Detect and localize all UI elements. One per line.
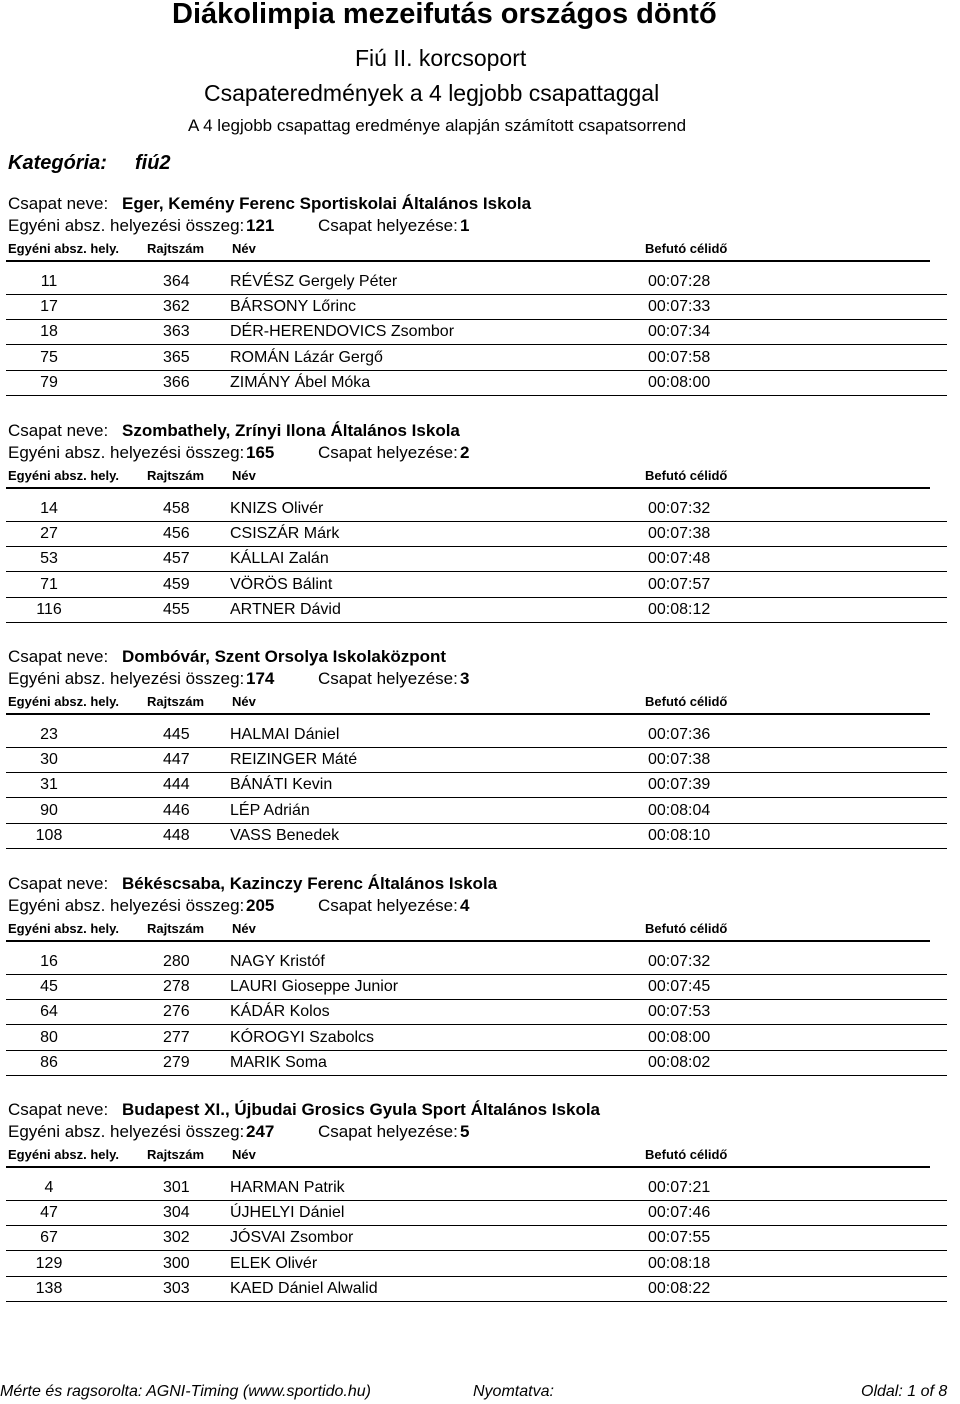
- name-cell: ROMÁN Lázár Gergő: [230, 348, 383, 366]
- position-cell: 30: [40, 751, 58, 769]
- table-row: [6, 824, 946, 849]
- place-value: 5: [460, 1122, 470, 1141]
- age-group-subtitle: Fiú II. korcsoport: [355, 45, 527, 71]
- col-header-position: Egyéni absz. hely.: [8, 921, 120, 936]
- team-block: [0, 421, 960, 647]
- position-cell: 45: [40, 978, 58, 996]
- col-header-bib: Rajtszám: [147, 1147, 205, 1162]
- bib-cell: 365: [163, 348, 190, 366]
- col-header-name: Név: [232, 694, 256, 709]
- position-cell: 71: [40, 575, 58, 593]
- category-value: fiú2: [135, 152, 171, 174]
- position-cell: 75: [40, 348, 58, 366]
- place-label: Csapat helyezése:: [318, 216, 458, 235]
- position-cell: 47: [40, 1204, 58, 1222]
- bib-cell: 279: [163, 1053, 190, 1071]
- col-header-position: Egyéni absz. hely.: [8, 1147, 120, 1162]
- time-cell: 00:07:48: [648, 550, 711, 568]
- table-row: [6, 598, 946, 623]
- time-cell: 00:08:00: [648, 373, 711, 391]
- time-cell: 00:08:04: [648, 801, 711, 819]
- time-cell: 00:07:38: [648, 751, 711, 769]
- name-cell: KÁLLAI Zalán: [230, 550, 329, 568]
- team-name: Szombathely, Zrínyi Ilona Általános Iskola: [122, 421, 460, 440]
- table-row: [6, 723, 946, 748]
- table-row: [6, 1252, 946, 1277]
- bib-cell: 455: [163, 600, 190, 618]
- bib-cell: 444: [163, 776, 190, 794]
- bib-cell: 445: [163, 726, 190, 743]
- table-row: [6, 799, 946, 824]
- time-cell: 00:07:33: [648, 298, 711, 316]
- col-header-name: Név: [232, 921, 256, 936]
- col-header-position: Egyéni absz. hely.: [8, 694, 120, 709]
- bib-cell: 304: [163, 1204, 190, 1222]
- team-name-row: [8, 194, 532, 214]
- col-header-time: Befutó célidő: [645, 1147, 728, 1162]
- position-cell: 64: [40, 1003, 58, 1021]
- table-row: [6, 371, 946, 396]
- team-block: [0, 874, 960, 1100]
- bib-cell: 456: [163, 525, 190, 543]
- name-cell: VASS Benedek: [230, 826, 340, 844]
- time-cell: 00:07:21: [648, 1179, 711, 1196]
- table-row: [6, 270, 946, 295]
- table-row: [6, 295, 946, 320]
- team-name: Eger, Kemény Ferenc Sportiskolai Általános Iskola: [122, 194, 532, 213]
- bib-cell: 300: [163, 1254, 190, 1272]
- position-cell: 67: [40, 1229, 58, 1247]
- name-cell: DÉR-HERENDOVICS Zsombor: [230, 323, 455, 341]
- time-cell: 00:07:28: [648, 273, 711, 290]
- header-divider: [6, 713, 930, 715]
- category-label: Kategória:: [8, 152, 107, 174]
- bib-cell: 448: [163, 826, 190, 844]
- name-cell: CSISZÁR Márk: [230, 525, 340, 543]
- col-header-time: Befutó célidő: [645, 921, 728, 936]
- time-cell: 00:07:53: [648, 1003, 711, 1021]
- place-label: Csapat helyezése:: [318, 443, 458, 462]
- table-row: [6, 1051, 946, 1076]
- header-divider: [6, 487, 930, 489]
- position-cell: 138: [35, 1279, 63, 1297]
- bib-cell: 364: [163, 273, 190, 290]
- sum-value: 205: [246, 896, 275, 915]
- place-label: Csapat helyezése:: [318, 1122, 458, 1141]
- position-cell: 14: [40, 500, 58, 517]
- position-cell: 31: [40, 776, 58, 794]
- team-name-label: Csapat neve:: [8, 421, 109, 440]
- header-divider: [6, 260, 930, 262]
- bib-cell: 458: [163, 500, 190, 517]
- name-cell: JÓSVAI Zsombor: [230, 1229, 354, 1247]
- col-header-bib: Rajtszám: [147, 241, 205, 256]
- position-cell: 11: [40, 273, 58, 290]
- bib-cell: 362: [163, 298, 190, 316]
- table-row: [6, 1201, 946, 1226]
- position-cell: 17: [40, 298, 58, 316]
- place-label: Csapat helyezése:: [318, 896, 458, 915]
- table-row: [6, 975, 946, 1000]
- position-cell: 79: [40, 373, 58, 391]
- sum-value: 247: [246, 1122, 275, 1141]
- time-cell: 00:07:46: [648, 1204, 711, 1222]
- row-divider: [6, 622, 947, 623]
- place-value: 4: [460, 896, 470, 915]
- name-cell: KAED Dániel Alwalid: [230, 1279, 378, 1297]
- position-cell: 4: [44, 1179, 54, 1196]
- team-name-label: Csapat neve:: [8, 1100, 109, 1119]
- position-cell: 129: [35, 1254, 63, 1272]
- time-cell: 00:07:58: [648, 348, 711, 366]
- team-name-row: [8, 647, 447, 667]
- row-divider: [6, 1075, 947, 1076]
- bib-cell: 363: [163, 323, 190, 341]
- bib-cell: 301: [163, 1179, 190, 1196]
- results-subtitle: Csapateredmények a 4 legjobb csapattaggal: [204, 80, 660, 106]
- bib-cell: 303: [163, 1279, 190, 1297]
- team-name: Békéscsaba, Kazinczy Ferenc Általános Iskola: [122, 874, 498, 893]
- position-cell: 23: [40, 726, 58, 743]
- col-header-time: Befutó célidő: [645, 241, 728, 256]
- footer-credit: Mérte és ragsorolta: AGNI-Timing (www.sportido.hu): [0, 1383, 371, 1400]
- footer-page: Oldal: 1 of 8: [861, 1383, 948, 1400]
- row-divider: [6, 848, 947, 849]
- footer-printed: Nyomtatva:: [473, 1383, 554, 1400]
- table-row: [6, 573, 946, 598]
- position-cell: 27: [40, 525, 58, 543]
- sum-value: 121: [246, 216, 275, 235]
- time-cell: 00:07:45: [648, 978, 711, 996]
- bib-cell: 459: [163, 575, 190, 593]
- time-cell: 00:07:36: [648, 726, 711, 743]
- name-cell: LAURI Gioseppe Junior: [230, 978, 399, 996]
- sum-label: Egyéni absz. helyezési összeg:: [8, 896, 245, 915]
- time-cell: 00:08:10: [648, 826, 711, 844]
- table-row: [6, 497, 946, 522]
- team-block: [0, 1100, 960, 1326]
- name-cell: BÁRSONY Lőrinc: [230, 298, 356, 316]
- place-value: 3: [460, 669, 470, 688]
- team-name: Dombóvár, Szent Orsolya Iskolaközpont: [122, 647, 447, 666]
- col-header-bib: Rajtszám: [147, 921, 205, 936]
- bib-cell: 276: [163, 1003, 190, 1021]
- table-row: [6, 1176, 946, 1201]
- sum-label: Egyéni absz. helyezési összeg:: [8, 1122, 245, 1141]
- sum-value: 165: [246, 443, 275, 462]
- position-cell: 86: [40, 1053, 58, 1071]
- name-cell: ÚJHELYI Dániel: [230, 1204, 345, 1222]
- time-cell: 00:07:32: [648, 500, 711, 517]
- ranking-note: A 4 legjobb csapattag eredménye alapján számított csapatsorrend: [188, 116, 687, 135]
- time-cell: 00:08:18: [648, 1254, 711, 1272]
- header-divider: [6, 1166, 930, 1168]
- position-cell: 16: [40, 953, 58, 970]
- sum-label: Egyéni absz. helyezési összeg:: [8, 443, 245, 462]
- col-header-position: Egyéni absz. hely.: [8, 468, 120, 483]
- page-title: Diákolimpia mezeifutás országos döntő: [172, 0, 717, 30]
- bib-cell: 447: [163, 751, 190, 769]
- table-row: [6, 748, 946, 773]
- time-cell: 00:07:34: [648, 323, 711, 341]
- name-cell: KÓROGYI Szabolcs: [230, 1028, 375, 1046]
- table-row: [6, 320, 946, 345]
- time-cell: 00:08:02: [648, 1053, 711, 1071]
- col-header-bib: Rajtszám: [147, 468, 205, 483]
- table-row: [6, 1026, 946, 1051]
- name-cell: LÉP Adrián: [230, 801, 310, 819]
- sum-label: Egyéni absz. helyezési összeg:: [8, 216, 245, 235]
- place-value: 1: [460, 216, 470, 235]
- sum-label: Egyéni absz. helyezési összeg:: [8, 669, 245, 688]
- bib-cell: 278: [163, 978, 190, 996]
- table-row: [6, 547, 946, 572]
- team-name: Budapest XI., Újbudai Grosics Gyula Sport Általános Iskola: [122, 1100, 601, 1119]
- col-header-name: Név: [232, 468, 256, 483]
- table-row: [6, 1277, 946, 1302]
- time-cell: 00:07:38: [648, 525, 711, 543]
- name-cell: KÁDÁR Kolos: [230, 1003, 330, 1021]
- name-cell: VÖRÖS Bálint: [230, 575, 333, 593]
- time-cell: 00:07:55: [648, 1229, 711, 1247]
- team-name-row: [8, 874, 498, 894]
- bib-cell: 366: [163, 373, 190, 391]
- col-header-position: Egyéni absz. hely.: [8, 241, 120, 256]
- name-cell: REIZINGER Máté: [230, 751, 358, 769]
- team-block: [0, 647, 960, 873]
- table-row: [6, 1000, 946, 1025]
- name-cell: ZIMÁNY Ábel Móka: [230, 373, 371, 391]
- team-block: [0, 194, 960, 420]
- time-cell: 00:07:39: [648, 776, 711, 794]
- header-divider: [6, 940, 930, 942]
- name-cell: HALMAI Dániel: [230, 726, 340, 743]
- team-name-label: Csapat neve:: [8, 874, 109, 893]
- place-value: 2: [460, 443, 470, 462]
- row-divider: [6, 1301, 947, 1302]
- position-cell: 116: [36, 600, 62, 618]
- col-header-name: Név: [232, 241, 256, 256]
- time-cell: 00:08:00: [648, 1028, 711, 1046]
- name-cell: MARIK Soma: [230, 1053, 327, 1071]
- col-header-name: Név: [232, 1147, 256, 1162]
- col-header-time: Befutó célidő: [645, 468, 728, 483]
- table-row: [6, 773, 946, 798]
- time-cell: 00:08:12: [648, 600, 711, 618]
- col-header-time: Befutó célidő: [645, 694, 728, 709]
- position-cell: 90: [40, 801, 58, 819]
- name-cell: NAGY Kristóf: [230, 953, 325, 970]
- row-divider: [6, 395, 947, 396]
- time-cell: 00:07:57: [648, 575, 711, 593]
- bib-cell: 280: [163, 953, 190, 970]
- bib-cell: 446: [163, 801, 190, 819]
- name-cell: ELEK Olivér: [230, 1254, 318, 1272]
- team-name-row: [8, 1100, 601, 1120]
- time-cell: 00:08:22: [648, 1279, 711, 1297]
- place-label: Csapat helyezése:: [318, 669, 458, 688]
- table-row: [6, 1226, 946, 1251]
- position-cell: 80: [40, 1028, 58, 1046]
- table-row: [6, 522, 946, 547]
- team-name-label: Csapat neve:: [8, 194, 109, 213]
- name-cell: ARTNER Dávid: [230, 600, 341, 618]
- team-name-row: [8, 421, 460, 441]
- name-cell: BÁNÁTI Kevin: [230, 776, 333, 794]
- team-name-label: Csapat neve:: [8, 647, 109, 666]
- col-header-bib: Rajtszám: [147, 694, 205, 709]
- time-cell: 00:07:32: [648, 953, 711, 970]
- position-cell: 108: [35, 826, 63, 844]
- position-cell: 53: [40, 550, 58, 568]
- table-row: [6, 950, 946, 975]
- name-cell: HARMAN Patrik: [230, 1179, 345, 1196]
- position-cell: 18: [40, 323, 58, 341]
- bib-cell: 277: [163, 1028, 190, 1046]
- name-cell: KNIZS Olivér: [230, 500, 324, 517]
- bib-cell: 457: [163, 550, 190, 568]
- table-row: [6, 346, 946, 371]
- name-cell: RÉVÉSZ Gergely Péter: [230, 273, 398, 290]
- bib-cell: 302: [163, 1229, 190, 1247]
- sum-value: 174: [246, 669, 275, 688]
